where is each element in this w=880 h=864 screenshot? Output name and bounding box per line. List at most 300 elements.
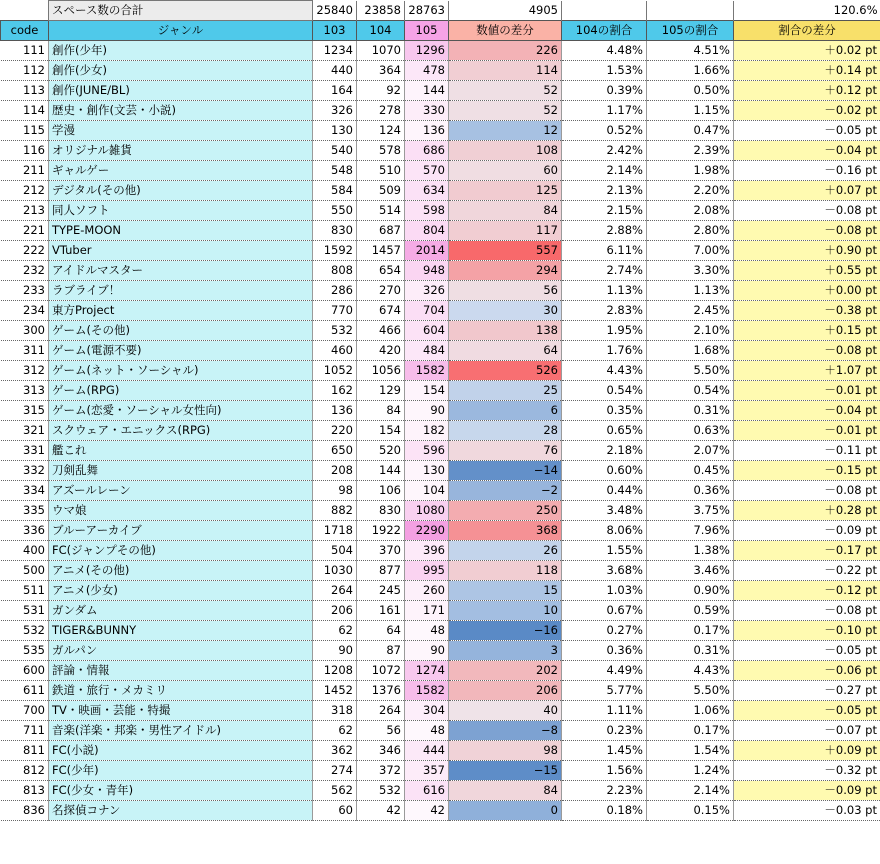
cell-ratio-diff: ＋0.07 pt bbox=[734, 181, 880, 201]
cell-103: 1052 bbox=[313, 361, 357, 381]
cell-104: 466 bbox=[357, 321, 405, 341]
cell-genre: 名探偵コナン bbox=[49, 801, 313, 821]
cell-104: 877 bbox=[357, 561, 405, 581]
cell-genre: ゲーム(ネット・ソーシャル) bbox=[49, 361, 313, 381]
cell-genre: 同人ソフト bbox=[49, 201, 313, 221]
cell-104: 578 bbox=[357, 141, 405, 161]
cell-ratio-104: 0.23% bbox=[562, 721, 647, 741]
cell-ratio-diff: －0.12 pt bbox=[734, 581, 880, 601]
cell-ratio-105: 0.17% bbox=[647, 621, 734, 641]
cell-ratio-104: 0.35% bbox=[562, 401, 647, 421]
cell-103: 1452 bbox=[313, 681, 357, 701]
cell-diff: 114 bbox=[449, 61, 562, 81]
cell-diff: 84 bbox=[449, 201, 562, 221]
cell-ratio-104: 1.55% bbox=[562, 541, 647, 561]
cell-code: 334 bbox=[1, 481, 49, 501]
cell-ratio-diff: －0.06 pt bbox=[734, 661, 880, 681]
cell-diff: 6 bbox=[449, 401, 562, 421]
cell-103: 164 bbox=[313, 81, 357, 101]
cell-103: 584 bbox=[313, 181, 357, 201]
table-row bbox=[1, 561, 880, 581]
cell-ratio-diff: －0.05 pt bbox=[734, 121, 880, 141]
cell-genre: アズールレーン bbox=[49, 481, 313, 501]
cell-105: 2290 bbox=[405, 521, 449, 541]
cell-ratio-diff: －0.32 pt bbox=[734, 761, 880, 781]
cell-ratio-diff: －0.11 pt bbox=[734, 441, 880, 461]
cell-ratio-105: 3.46% bbox=[647, 561, 734, 581]
cell-105: 478 bbox=[405, 61, 449, 81]
cell-104: 370 bbox=[357, 541, 405, 561]
cell-diff: 52 bbox=[449, 81, 562, 101]
table-row bbox=[1, 161, 880, 181]
cell-103: 1592 bbox=[313, 241, 357, 261]
table-row bbox=[1, 201, 880, 221]
cell-genre: ゲーム(その他) bbox=[49, 321, 313, 341]
cell-ratio-104: 4.43% bbox=[562, 361, 647, 381]
cell-code: 813 bbox=[1, 781, 49, 801]
cell-103: 882 bbox=[313, 501, 357, 521]
cell-103: 440 bbox=[313, 61, 357, 81]
cell-diff: 52 bbox=[449, 101, 562, 121]
cell-ratio-diff: ＋0.00 pt bbox=[734, 281, 880, 301]
cell-ratio-105: 4.43% bbox=[647, 661, 734, 681]
cell-diff: −14 bbox=[449, 461, 562, 481]
cell-ratio-104: 0.36% bbox=[562, 641, 647, 661]
summary-105: 28763 bbox=[405, 1, 449, 21]
cell-104: 510 bbox=[357, 161, 405, 181]
header-diff: 数値の差分 bbox=[449, 21, 562, 41]
cell-code: 232 bbox=[1, 261, 49, 281]
cell-code: 312 bbox=[1, 361, 49, 381]
cell-103: 650 bbox=[313, 441, 357, 461]
cell-genre: FC(少年) bbox=[49, 761, 313, 781]
cell-ratio-105: 0.54% bbox=[647, 381, 734, 401]
cell-diff: 202 bbox=[449, 661, 562, 681]
header-ratio-104: 104の割合 bbox=[562, 21, 647, 41]
cell-code: 221 bbox=[1, 221, 49, 241]
cell-genre: TYPE-MOON bbox=[49, 221, 313, 241]
cell-code: 336 bbox=[1, 521, 49, 541]
cell-ratio-105: 1.66% bbox=[647, 61, 734, 81]
cell-ratio-diff: ＋0.15 pt bbox=[734, 321, 880, 341]
cell-ratio-104: 1.95% bbox=[562, 321, 647, 341]
cell-genre: アニメ(少女) bbox=[49, 581, 313, 601]
cell-code: 311 bbox=[1, 341, 49, 361]
table-row bbox=[1, 301, 880, 321]
cell-code: 531 bbox=[1, 601, 49, 621]
cell-ratio-104: 2.13% bbox=[562, 181, 647, 201]
cell-genre: ウマ娘 bbox=[49, 501, 313, 521]
cell-103: 1208 bbox=[313, 661, 357, 681]
cell-ratio-diff: ＋1.07 pt bbox=[734, 361, 880, 381]
cell-ratio-105: 2.14% bbox=[647, 781, 734, 801]
cell-104: 830 bbox=[357, 501, 405, 521]
cell-ratio-104: 1.11% bbox=[562, 701, 647, 721]
cell-ratio-104: 0.18% bbox=[562, 801, 647, 821]
cell-103: 62 bbox=[313, 721, 357, 741]
cell-105: 704 bbox=[405, 301, 449, 321]
cell-103: 1234 bbox=[313, 41, 357, 61]
cell-diff: 108 bbox=[449, 141, 562, 161]
cell-ratio-104: 2.15% bbox=[562, 201, 647, 221]
cell-genre: ゲーム(RPG) bbox=[49, 381, 313, 401]
cell-diff: −8 bbox=[449, 721, 562, 741]
cell-ratio-105: 1.24% bbox=[647, 761, 734, 781]
cell-code: 115 bbox=[1, 121, 49, 141]
cell-genre: ギャルゲー bbox=[49, 161, 313, 181]
cell-105: 1582 bbox=[405, 681, 449, 701]
cell-ratio-104: 0.27% bbox=[562, 621, 647, 641]
cell-ratio-diff: －0.07 pt bbox=[734, 721, 880, 741]
table-row bbox=[1, 681, 880, 701]
cell-103: 460 bbox=[313, 341, 357, 361]
cell-ratio-105: 0.45% bbox=[647, 461, 734, 481]
cell-104: 514 bbox=[357, 201, 405, 221]
table-row bbox=[1, 761, 880, 781]
cell-ratio-105: 2.20% bbox=[647, 181, 734, 201]
cell-diff: 206 bbox=[449, 681, 562, 701]
cell-ratio-105: 1.13% bbox=[647, 281, 734, 301]
cell-104: 106 bbox=[357, 481, 405, 501]
header-103: 103 bbox=[313, 21, 357, 41]
cell-ratio-diff: －0.08 pt bbox=[734, 221, 880, 241]
cell-104: 1072 bbox=[357, 661, 405, 681]
cell-103: 326 bbox=[313, 101, 357, 121]
summary-ratio: 120.6% bbox=[734, 1, 880, 21]
cell-105: 484 bbox=[405, 341, 449, 361]
cell-103: 362 bbox=[313, 741, 357, 761]
cell-genre: FC(小説) bbox=[49, 741, 313, 761]
cell-code: 600 bbox=[1, 661, 49, 681]
cell-ratio-diff: －0.08 pt bbox=[734, 601, 880, 621]
cell-105: 130 bbox=[405, 461, 449, 481]
summary-blank-104 bbox=[562, 1, 647, 21]
cell-ratio-105: 1.98% bbox=[647, 161, 734, 181]
cell-105: 596 bbox=[405, 441, 449, 461]
cell-103: 98 bbox=[313, 481, 357, 501]
cell-ratio-105: 2.45% bbox=[647, 301, 734, 321]
cell-ratio-105: 3.75% bbox=[647, 501, 734, 521]
cell-ratio-105: 4.51% bbox=[647, 41, 734, 61]
cell-ratio-104: 1.13% bbox=[562, 281, 647, 301]
cell-104: 1376 bbox=[357, 681, 405, 701]
cell-104: 264 bbox=[357, 701, 405, 721]
cell-ratio-105: 0.31% bbox=[647, 401, 734, 421]
cell-105: 804 bbox=[405, 221, 449, 241]
cell-diff: 250 bbox=[449, 501, 562, 521]
cell-ratio-104: 2.42% bbox=[562, 141, 647, 161]
cell-105: 48 bbox=[405, 621, 449, 641]
cell-104: 87 bbox=[357, 641, 405, 661]
cell-105: 1080 bbox=[405, 501, 449, 521]
cell-103: 162 bbox=[313, 381, 357, 401]
cell-104: 154 bbox=[357, 421, 405, 441]
table-row bbox=[1, 141, 880, 161]
cell-ratio-104: 0.39% bbox=[562, 81, 647, 101]
cell-105: 260 bbox=[405, 581, 449, 601]
summary-row bbox=[1, 1, 880, 21]
cell-ratio-105: 2.39% bbox=[647, 141, 734, 161]
cell-diff: 30 bbox=[449, 301, 562, 321]
cell-ratio-105: 2.08% bbox=[647, 201, 734, 221]
cell-code: 335 bbox=[1, 501, 49, 521]
cell-103: 540 bbox=[313, 141, 357, 161]
cell-diff: 40 bbox=[449, 701, 562, 721]
table-row bbox=[1, 421, 880, 441]
table-row bbox=[1, 461, 880, 481]
table-row bbox=[1, 481, 880, 501]
cell-103: 318 bbox=[313, 701, 357, 721]
table-row bbox=[1, 441, 880, 461]
cell-genre: ブルーアーカイブ bbox=[49, 521, 313, 541]
cell-ratio-diff: －0.04 pt bbox=[734, 401, 880, 421]
cell-ratio-104: 0.52% bbox=[562, 121, 647, 141]
cell-ratio-diff: ＋0.12 pt bbox=[734, 81, 880, 101]
cell-103: 562 bbox=[313, 781, 357, 801]
cell-diff: 557 bbox=[449, 241, 562, 261]
cell-genre: スクウェア・エニックス(RPG) bbox=[49, 421, 313, 441]
cell-genre: 評論・情報 bbox=[49, 661, 313, 681]
cell-103: 60 bbox=[313, 801, 357, 821]
cell-105: 326 bbox=[405, 281, 449, 301]
table-row bbox=[1, 721, 880, 741]
cell-genre: 鉄道・旅行・メカミリ bbox=[49, 681, 313, 701]
cell-diff: 56 bbox=[449, 281, 562, 301]
cell-genre: 創作(JUNE/BL) bbox=[49, 81, 313, 101]
cell-diff: 125 bbox=[449, 181, 562, 201]
cell-diff: 15 bbox=[449, 581, 562, 601]
cell-ratio-105: 0.63% bbox=[647, 421, 734, 441]
cell-104: 42 bbox=[357, 801, 405, 821]
cell-ratio-104: 2.23% bbox=[562, 781, 647, 801]
cell-genre: アニメ(その他) bbox=[49, 561, 313, 581]
cell-ratio-105: 5.50% bbox=[647, 681, 734, 701]
cell-105: 42 bbox=[405, 801, 449, 821]
cell-diff: 60 bbox=[449, 161, 562, 181]
cell-diff: 526 bbox=[449, 361, 562, 381]
table-row bbox=[1, 321, 880, 341]
cell-105: 136 bbox=[405, 121, 449, 141]
cell-code: 535 bbox=[1, 641, 49, 661]
cell-code: 300 bbox=[1, 321, 49, 341]
cell-diff: 3 bbox=[449, 641, 562, 661]
cell-genre: オリジナル雑貨 bbox=[49, 141, 313, 161]
cell-ratio-104: 4.48% bbox=[562, 41, 647, 61]
cell-ratio-diff: －0.04 pt bbox=[734, 141, 880, 161]
cell-code: 116 bbox=[1, 141, 49, 161]
cell-103: 504 bbox=[313, 541, 357, 561]
cell-ratio-diff: －0.16 pt bbox=[734, 161, 880, 181]
cell-ratio-105: 3.30% bbox=[647, 261, 734, 281]
table-row bbox=[1, 541, 880, 561]
cell-ratio-104: 3.68% bbox=[562, 561, 647, 581]
cell-104: 1056 bbox=[357, 361, 405, 381]
cell-ratio-104: 0.67% bbox=[562, 601, 647, 621]
cell-genre: 創作(少女) bbox=[49, 61, 313, 81]
cell-code: 511 bbox=[1, 581, 49, 601]
cell-genre: ガンダム bbox=[49, 601, 313, 621]
cell-genre: ラブライブ！ bbox=[49, 281, 313, 301]
cell-105: 1274 bbox=[405, 661, 449, 681]
cell-genre: アイドルマスター bbox=[49, 261, 313, 281]
summary-diff: 4905 bbox=[449, 1, 562, 21]
cell-genre: デジタル(その他) bbox=[49, 181, 313, 201]
cell-code: 212 bbox=[1, 181, 49, 201]
cell-104: 509 bbox=[357, 181, 405, 201]
cell-105: 616 bbox=[405, 781, 449, 801]
cell-ratio-diff: －0.09 pt bbox=[734, 781, 880, 801]
cell-104: 270 bbox=[357, 281, 405, 301]
cell-105: 304 bbox=[405, 701, 449, 721]
cell-ratio-104: 1.53% bbox=[562, 61, 647, 81]
cell-ratio-104: 0.60% bbox=[562, 461, 647, 481]
cell-ratio-105: 0.31% bbox=[647, 641, 734, 661]
cell-ratio-105: 0.15% bbox=[647, 801, 734, 821]
table-row bbox=[1, 221, 880, 241]
cell-ratio-diff: －0.05 pt bbox=[734, 701, 880, 721]
header-ratio-diff: 割合の差分 bbox=[734, 21, 880, 41]
cell-genre: 歴史・創作(文芸・小説) bbox=[49, 101, 313, 121]
cell-code: 700 bbox=[1, 701, 49, 721]
cell-diff: 76 bbox=[449, 441, 562, 461]
table-row bbox=[1, 701, 880, 721]
cell-105: 357 bbox=[405, 761, 449, 781]
cell-ratio-104: 3.48% bbox=[562, 501, 647, 521]
cell-diff: 64 bbox=[449, 341, 562, 361]
cell-genre: 創作(少年) bbox=[49, 41, 313, 61]
cell-104: 56 bbox=[357, 721, 405, 741]
header-row bbox=[1, 21, 880, 41]
cell-ratio-104: 0.65% bbox=[562, 421, 647, 441]
cell-ratio-diff: －0.38 pt bbox=[734, 301, 880, 321]
cell-105: 634 bbox=[405, 181, 449, 201]
cell-ratio-104: 1.03% bbox=[562, 581, 647, 601]
cell-103: 220 bbox=[313, 421, 357, 441]
cell-104: 124 bbox=[357, 121, 405, 141]
cell-103: 208 bbox=[313, 461, 357, 481]
table-row bbox=[1, 521, 880, 541]
cell-103: 1718 bbox=[313, 521, 357, 541]
cell-105: 48 bbox=[405, 721, 449, 741]
cell-code: 836 bbox=[1, 801, 49, 821]
cell-genre: 学漫 bbox=[49, 121, 313, 141]
table-row bbox=[1, 41, 880, 61]
cell-genre: 刀剣乱舞 bbox=[49, 461, 313, 481]
table-row bbox=[1, 401, 880, 421]
table-row bbox=[1, 641, 880, 661]
cell-code: 315 bbox=[1, 401, 49, 421]
cell-ratio-104: 1.76% bbox=[562, 341, 647, 361]
cell-ratio-105: 1.15% bbox=[647, 101, 734, 121]
table-row bbox=[1, 101, 880, 121]
cell-ratio-diff: －0.08 pt bbox=[734, 201, 880, 221]
cell-105: 570 bbox=[405, 161, 449, 181]
cell-diff: −15 bbox=[449, 761, 562, 781]
cell-diff: 226 bbox=[449, 41, 562, 61]
cell-code: 111 bbox=[1, 41, 49, 61]
cell-diff: −16 bbox=[449, 621, 562, 641]
cell-ratio-diff: ＋0.14 pt bbox=[734, 61, 880, 81]
cell-ratio-105: 2.80% bbox=[647, 221, 734, 241]
cell-diff: 0 bbox=[449, 801, 562, 821]
cell-ratio-diff: －0.10 pt bbox=[734, 621, 880, 641]
cell-code: 233 bbox=[1, 281, 49, 301]
cell-ratio-104: 0.54% bbox=[562, 381, 647, 401]
cell-ratio-diff: ＋0.02 pt bbox=[734, 41, 880, 61]
cell-ratio-diff: －0.01 pt bbox=[734, 381, 880, 401]
cell-code: 313 bbox=[1, 381, 49, 401]
cell-code: 211 bbox=[1, 161, 49, 181]
header-genre: ジャンル bbox=[49, 21, 313, 41]
cell-ratio-diff: ＋0.28 pt bbox=[734, 501, 880, 521]
cell-code: 112 bbox=[1, 61, 49, 81]
cell-103: 90 bbox=[313, 641, 357, 661]
cell-104: 84 bbox=[357, 401, 405, 421]
cell-ratio-105: 1.54% bbox=[647, 741, 734, 761]
cell-103: 830 bbox=[313, 221, 357, 241]
cell-ratio-diff: －0.22 pt bbox=[734, 561, 880, 581]
cell-104: 1070 bbox=[357, 41, 405, 61]
cell-104: 520 bbox=[357, 441, 405, 461]
cell-103: 808 bbox=[313, 261, 357, 281]
cell-ratio-105: 1.38% bbox=[647, 541, 734, 561]
header-code: code bbox=[1, 21, 49, 41]
cell-104: 278 bbox=[357, 101, 405, 121]
cell-genre: ゲーム(電源不要) bbox=[49, 341, 313, 361]
cell-104: 532 bbox=[357, 781, 405, 801]
cell-ratio-104: 1.45% bbox=[562, 741, 647, 761]
summary-blank bbox=[1, 1, 49, 21]
cell-103: 286 bbox=[313, 281, 357, 301]
table-row bbox=[1, 121, 880, 141]
cell-ratio-diff: ＋0.09 pt bbox=[734, 741, 880, 761]
cell-ratio-105: 0.36% bbox=[647, 481, 734, 501]
cell-103: 1030 bbox=[313, 561, 357, 581]
table-row bbox=[1, 61, 880, 81]
cell-ratio-105: 0.50% bbox=[647, 81, 734, 101]
cell-104: 245 bbox=[357, 581, 405, 601]
cell-ratio-104: 5.77% bbox=[562, 681, 647, 701]
cell-105: 686 bbox=[405, 141, 449, 161]
cell-code: 222 bbox=[1, 241, 49, 261]
cell-105: 995 bbox=[405, 561, 449, 581]
cell-genre: 東方Project bbox=[49, 301, 313, 321]
cell-ratio-diff: －0.15 pt bbox=[734, 461, 880, 481]
cell-105: 182 bbox=[405, 421, 449, 441]
cell-ratio-104: 2.83% bbox=[562, 301, 647, 321]
summary-blank-105 bbox=[647, 1, 734, 21]
cell-104: 687 bbox=[357, 221, 405, 241]
table-row bbox=[1, 261, 880, 281]
table-row bbox=[1, 661, 880, 681]
cell-code: 812 bbox=[1, 761, 49, 781]
cell-genre: ガルパン bbox=[49, 641, 313, 661]
cell-ratio-diff: －0.17 pt bbox=[734, 541, 880, 561]
cell-ratio-diff: －0.05 pt bbox=[734, 641, 880, 661]
cell-diff: 294 bbox=[449, 261, 562, 281]
cell-ratio-105: 7.00% bbox=[647, 241, 734, 261]
summary-103: 25840 bbox=[313, 1, 357, 21]
cell-105: 598 bbox=[405, 201, 449, 221]
cell-ratio-105: 7.96% bbox=[647, 521, 734, 541]
cell-genre: VTuber bbox=[49, 241, 313, 261]
cell-ratio-104: 1.56% bbox=[562, 761, 647, 781]
cell-105: 948 bbox=[405, 261, 449, 281]
table-row bbox=[1, 781, 880, 801]
cell-105: 2014 bbox=[405, 241, 449, 261]
cell-code: 234 bbox=[1, 301, 49, 321]
summary-104: 23858 bbox=[357, 1, 405, 21]
